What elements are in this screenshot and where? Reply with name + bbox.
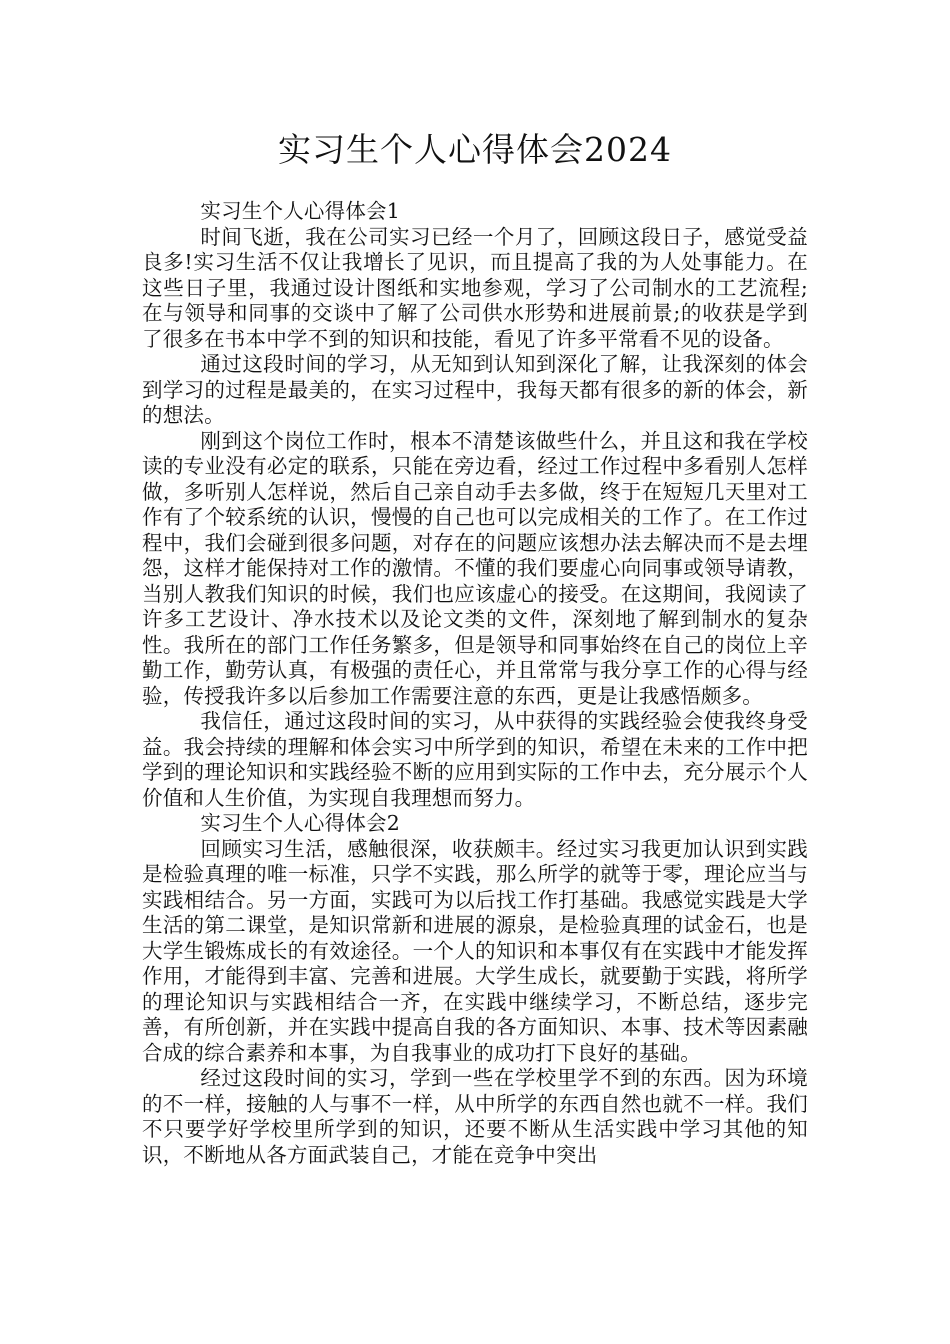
section-heading: 实习生个人心得体会1: [200, 199, 400, 223]
document-title: 实习生个人心得体会2024: [278, 130, 672, 169]
paragraph: 我信任，通过这段时间的实习，从中获得的实践经验会使我终身受益。我会持续的理解和体会实习中所学到的知识，希望在未来的工作中把学到的理论知识和实践经验不断的应用到实际的工作中去，充分展示个人价值和人生价值，为实现自我理想而努力。: [142, 709, 808, 810]
section-heading: 实习生个人心得体会2: [200, 811, 400, 835]
paragraph: 刚到这个岗位工作时，根本不清楚该做些什么，并且这和我在学校读的专业没有必定的联系，只能在旁边看，经过工作过程中多看别人怎样做，多听别人怎样说，然后自己亲自动手去多做，终于在短短几天里对工作有了个较系统的认识，慢慢的自己也可以完成相关的工作了。在工作过程中，我们会碰到很多问题，对存在的问题应该想办法去解决而不是去埋怨，这样才能保持对工作的激情。不懂的我们要虚心向同事或领导请教，当别人教我们知识的时候，我们也应该虚心的接受。在这期间，我阅读了许多工艺设计、净水技术以及论文类的文件，深刻地了解到制水的复杂性。我所在的部门工作任务繁多，但是领导和同事始终在自己的岗位上辛勤工作，勤劳认真，有极强的责任心，并且常常与我分享工作的心得与经验，传授我许多以后参加工作需要注意的东西，更是让我感悟颇多。: [142, 428, 808, 708]
paragraph: 经过这段时间的实习，学到一些在学校里学不到的东西。因为环境的不一样，接触的人与事不一样，从中所学的东西自然也就不一样。我们不只要学好学校里所学到的知识，还要不断从生活实践中学习其他的知识，不断地从各方面武装自己，才能在竞争中突出: [142, 1066, 808, 1167]
document-body: [142, 199, 808, 1168]
paragraph: 通过这段时间的学习，从无知到认知到深化了解，让我深刻的体会到学习的过程是最美的，在实习过程中，我每天都有很多的新的体会，新的想法。: [142, 352, 808, 427]
paragraph: 回顾实习生活，感触很深，收获颇丰。经过实习我更加认识到实践是检验真理的唯一标准，只学不实践，那么所学的就等于零，理论应当与实践相结合。另一方面，实践可为以后找工作打基础。我感觉实践是大学生活的第二课堂，是知识常新和进展的源泉，是检验真理的试金石，也是大学生锻炼成长的有效途径。一个人的知识和本事仅有在实践中才能发挥作用，才能得到丰富、完善和进展。大学生成长，就要勤于实践，将所学的理论知识与实践相结合一齐，在实践中继续学习，不断总结，逐步完善，有所创新，并在实践中提高自我的各方面知识、本事、技术等因素融合成的综合素养和本事，为自我事业的成功打下良好的基础。: [142, 836, 808, 1065]
paragraph: 时间飞逝，我在公司实习已经一个月了，回顾这段日子，感觉受益良多!实习生活不仅让我增长了见识，而且提高了我的为人处事能力。在这些日子里，我通过设计图纸和实地参观，学习了公司制水的工艺流程;在与领导和同事的交谈中了解了公司供水形势和进展前景;的收获是学到了很多在书本中学不到的知识和技能，看见了许多平常看不见的设备。: [142, 224, 808, 351]
